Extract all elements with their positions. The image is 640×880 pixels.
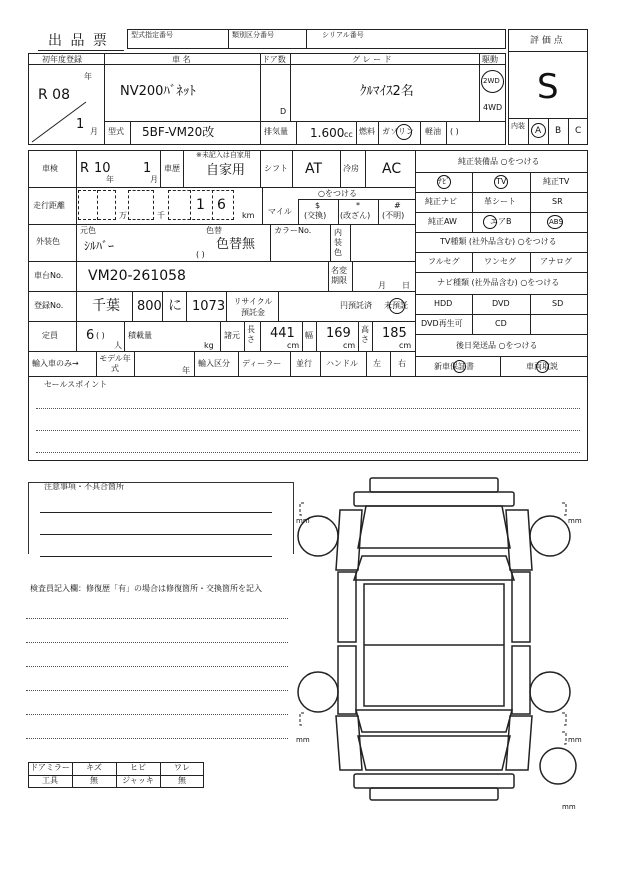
reg-prefecture: 千葉 (92, 298, 120, 314)
caution-box (28, 482, 294, 554)
capacity-person: 人 (114, 341, 122, 350)
later-title: 後日発送品 ○をつける (456, 341, 538, 350)
name-change-day: 日 (402, 281, 410, 290)
recycle-label: リサイクル預託金 (233, 297, 273, 317)
navi-title: ナビ種類 (社外品含む) ○をつける (437, 278, 560, 287)
tamper-label: (改ざん) (340, 211, 371, 220)
height-cm: cm (399, 341, 412, 350)
equip-navi-circle (437, 175, 451, 189)
mm-fl: mm (296, 517, 310, 525)
mileage-digit-1: 1 (196, 197, 205, 213)
mm-rr: mm (568, 736, 582, 744)
history-note: ※未記入は自家用 (196, 151, 251, 159)
reg-label: 登録No. (34, 301, 64, 310)
shaken-era: R (80, 161, 90, 176)
car-diagram (296, 470, 596, 810)
car-name: NV200ﾊﾞﾈｯﾄ (120, 84, 196, 99)
equip-leather: 革シート (484, 197, 516, 206)
exchange-symbol: $ (315, 201, 321, 210)
load-label: 積載量 (128, 331, 152, 340)
ac: AC (382, 161, 402, 177)
door-label: ドア数 (262, 55, 286, 64)
length-cm: cm (287, 341, 300, 350)
fuel-diesel: 軽油 (425, 127, 441, 136)
mm-spare: mm (562, 803, 576, 811)
navi-dvd-play: DVD再生可 (421, 319, 463, 328)
grade: ｸﾙﾏｲｽ2名 (360, 84, 414, 99)
shift-label: シフト (264, 164, 288, 173)
type-designation-label: 型式指定番号 (131, 31, 173, 39)
form-title: 出 品 票 (48, 33, 109, 49)
reg-class: 800 (137, 299, 162, 314)
mm-fr: mm (568, 517, 582, 525)
handle-label: ハンドル (326, 359, 358, 368)
handle-left: 左 (373, 359, 381, 368)
recycle-circle (389, 298, 405, 314)
color-label: 外装色 (36, 237, 60, 246)
history: 自家用 (206, 163, 246, 178)
first-reg-month: 1 (76, 117, 85, 132)
equip-sr: SR (552, 197, 563, 206)
later-warranty: 新車保証書 (434, 362, 474, 371)
mileage-sen-box (128, 190, 154, 220)
car-name-label: 車 名 (172, 55, 191, 64)
navi-dvd: DVD (492, 299, 510, 308)
evaluation-label: 評 価 点 (530, 36, 563, 46)
drive-4wd: 4WD (483, 103, 503, 112)
fuel-gasoline-circle (396, 124, 412, 140)
model-label: 型式 (108, 127, 124, 136)
unknown-symbol: # (394, 201, 401, 210)
color-change-label: 色替 (206, 226, 222, 235)
recycle-deposited: 円預託済 (340, 301, 372, 310)
tools-jack-label: ジャッキ (122, 776, 154, 785)
later-warranty-circle (453, 360, 466, 373)
tv-title: TV種類 (社外品含む) ○をつける (440, 237, 557, 246)
tv-fullseg: フルセグ (428, 257, 460, 266)
displacement-label: 排気量 (264, 127, 288, 136)
handle-right: 右 (398, 359, 406, 368)
dealer-label: ディーラー (242, 359, 282, 368)
tools-jack-value: 無 (178, 776, 186, 785)
tools-h-mirror: ドアミラー (30, 763, 70, 772)
import-only-label: 輸入車のみ→ (32, 359, 79, 368)
tools-tool-label: 工具 (42, 776, 58, 785)
model-year-label: モデル年式 (99, 354, 131, 373)
equip-genuine-tv: 純正TV (543, 177, 570, 186)
interior-color-label: 内装色 (334, 228, 342, 257)
caution-label: 注意事項・不具合箇所 (44, 482, 124, 491)
equip-tv: TV (496, 177, 507, 186)
mileage-label: 走行距離 (33, 201, 65, 210)
serial-header-box (127, 29, 506, 49)
door-value: D (280, 107, 287, 116)
length-label: 長さ (247, 325, 255, 344)
interior-a-circle (531, 123, 546, 138)
interior-grade-label: 内装 (511, 122, 525, 130)
reg-kana: に (168, 298, 182, 314)
tools-tool-value: 無 (90, 776, 98, 785)
navi-cd: CD (495, 319, 507, 328)
displacement: 1.600 (310, 126, 345, 140)
exchange-label: (交換) (304, 211, 327, 220)
unknown-label: (不明) (382, 211, 405, 220)
ac-label: 冷房 (343, 164, 359, 173)
height: 185 (382, 326, 407, 341)
grade-label: グ レ ー ド (352, 55, 392, 64)
width: 169 (326, 326, 351, 341)
orig-color-label: 元色 (80, 226, 96, 235)
mm-rl: mm (296, 736, 310, 744)
equip-airbag-circle (483, 215, 497, 229)
shift: AT (305, 161, 323, 177)
interior-b: B (555, 126, 562, 136)
chassis-number: VM20-261058 (88, 268, 186, 284)
navi-hdd: HDD (434, 299, 453, 308)
dims-label: 諸元 (224, 331, 240, 340)
genuine-title: 純正装備品 ○をつける (458, 157, 540, 166)
name-change-month: 月 (378, 281, 386, 290)
capacity-label: 定員 (42, 331, 58, 340)
capacity: 6 (86, 328, 95, 343)
equip-genuine-navi: 純正ナビ (425, 197, 457, 206)
later-manual: 車両取説 (526, 362, 558, 371)
inspector-label: 検査員記入欄：修復歴「有」の場合は修復箇所・交換箇所を記入 (30, 584, 262, 593)
model: 5BF-VM20改 (142, 125, 215, 139)
tv-analog: アナログ (540, 257, 572, 266)
equip-abs-circle (547, 215, 563, 229)
recycle-not-deposited: 未預託 (384, 301, 408, 310)
mileage-digit-2: 6 (217, 197, 226, 213)
fuel-label: 燃料 (359, 127, 375, 136)
shaken-month: 1 (143, 161, 152, 176)
mileage-man: 万 (119, 211, 127, 220)
tools-h-scratch: キズ (86, 763, 102, 772)
serial-label: シリアル番号 (322, 31, 364, 39)
navi-sd: SD (552, 299, 564, 308)
cc-unit: cc (344, 130, 353, 139)
sales-point-box (28, 377, 588, 461)
width-label: 幅 (305, 331, 313, 340)
equip-airbag: エアB (490, 217, 512, 226)
equip-genuine-aw: 純正AW (428, 217, 457, 226)
mileage-sen: 千 (157, 211, 165, 220)
parallel-label: 並行 (296, 359, 312, 368)
tools-h-broken: ワレ (174, 763, 190, 772)
interior-a: A (535, 126, 542, 136)
mileage-km: km (242, 211, 255, 220)
color-change: 色替無 (216, 237, 256, 252)
import-div-label: 輸入区分 (198, 359, 230, 368)
shaken-month-suffix: 月 (150, 175, 158, 184)
equip-navi: ﾅﾋﾞ (438, 177, 450, 186)
tv-oneseg: ワンセグ (484, 257, 516, 266)
tamper-symbol: * (356, 201, 360, 210)
diagonal-slash (30, 98, 102, 144)
category-label: 類別区分番号 (232, 31, 274, 39)
drive-2wd: 2WD (483, 77, 500, 85)
mileage-circle-note: ○をつける (318, 189, 357, 198)
sales-point-label: セールスポイント (44, 380, 108, 389)
capacity-paren: ( ) (96, 331, 105, 340)
height-label: 高さ (361, 325, 369, 344)
color-change-paren: ( ) (196, 250, 205, 259)
shaken-year: 10 (94, 161, 111, 176)
tools-h-crack: ヒビ (130, 763, 146, 772)
orig-color: ｼﾙﾊﾞｰ (84, 239, 115, 253)
chassis-label: 車台No. (34, 271, 64, 280)
width-cm: cm (343, 341, 356, 350)
fuel-paren: ( ) (450, 127, 459, 136)
length: 441 (270, 326, 295, 341)
first-reg-label: 初年度登録 (42, 55, 82, 64)
drive-label: 駆動 (482, 55, 498, 64)
shaken-label: 車検 (42, 164, 58, 173)
fuel-gasoline: ガソリン (382, 127, 414, 136)
color-number-label: カラーNo. (274, 226, 312, 235)
reg-number: 1073 (192, 299, 226, 314)
later-manual-circle (536, 360, 549, 373)
first-reg-year: R 08 (38, 87, 70, 103)
equip-tv-circle (494, 175, 508, 189)
load-kg: kg (204, 341, 214, 350)
name-change-label: 名変期限 (331, 266, 347, 285)
model-year-suffix: 年 (182, 366, 190, 375)
year-suffix: 年 (84, 72, 92, 81)
shaken-year-suffix: 年 (106, 175, 114, 184)
mile-label: マイル (268, 207, 292, 216)
month-suffix: 月 (90, 127, 98, 136)
history-label: 車歴 (164, 164, 180, 173)
evaluation-score: S (537, 67, 559, 107)
interior-c: C (575, 126, 582, 136)
equip-abs: ABS (549, 218, 563, 226)
